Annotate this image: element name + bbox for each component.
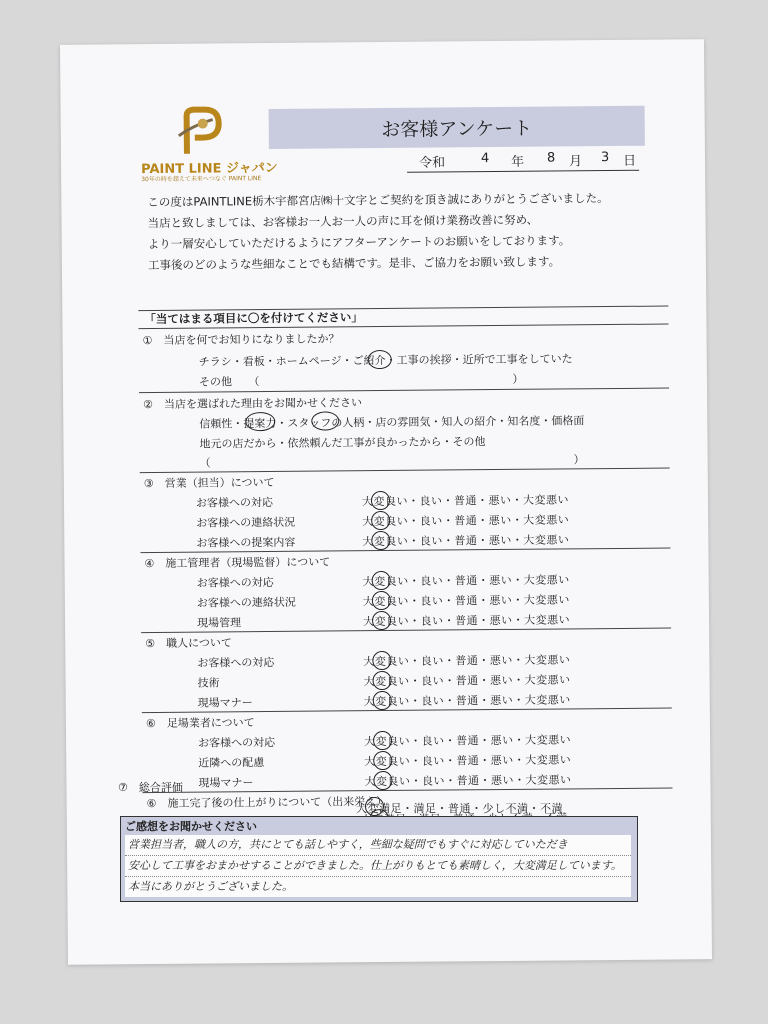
intro-line: 当店と致しましては、お客様お一人お一人の声に耳を傾け業務改善に努め、 xyxy=(147,212,539,231)
rating-scale: 大変良い・良い・普通・悪い・大変悪い xyxy=(363,693,571,709)
answer-circle xyxy=(372,611,391,630)
item-label: 近隣への配慮 xyxy=(198,756,265,770)
date-month: 8 xyxy=(546,150,556,166)
intro-line: この度はPAINTLINE栃木宇都宮店㈱十文字とご契約を頂き誠にありがとうございました。 xyxy=(147,191,609,210)
question-8-title: ⑦ 総合評価 xyxy=(118,781,183,794)
comment-line: 本当にありがとうございました。 xyxy=(128,880,293,893)
rating-scale: 大変良い・良い・普通・悪い・大変悪い xyxy=(362,613,571,629)
answer-circle xyxy=(365,797,384,816)
item-label: お客様への連絡状況 xyxy=(196,515,296,530)
item-label: お客様への対応 xyxy=(197,655,275,670)
question-5-title: ⑤ 職人について xyxy=(145,636,232,651)
answer-circle xyxy=(373,691,392,710)
date-day: 3 xyxy=(600,150,610,166)
comment-box xyxy=(120,816,638,902)
answer-circle xyxy=(373,731,392,750)
item-label: お客様への対応 xyxy=(196,575,274,590)
rating-scale: 大変良い・良い・普通・悪い・大変悪い xyxy=(362,513,570,529)
logo-tagline: 30年の時を超えて未来へつなぐ PAINT LINE xyxy=(141,175,262,184)
rating-scale: 大変良い・良い・普通・悪い・大変悪い xyxy=(361,493,570,509)
question-2-other: （ ） xyxy=(199,453,585,470)
item-label: お客様への対応 xyxy=(198,735,276,750)
answer-circle xyxy=(371,491,390,510)
item-label: 現場管理 xyxy=(196,616,242,630)
answer-circle xyxy=(372,591,391,610)
page-title: お客様アンケート xyxy=(269,106,645,149)
question-3-title: ③ 営業（担当）について xyxy=(143,475,275,491)
answer-circle xyxy=(372,571,391,590)
comment-title: ご感想をお聞かせください xyxy=(125,820,257,833)
rating-scale: 大変良い・良い・普通・悪い・大変悪い xyxy=(364,773,572,789)
question-1-other: その他 （ ） xyxy=(198,372,524,389)
question-1-options: チラシ・看板・ホームページ・ご紹介・工事の挨拶・近所で工事をしていた xyxy=(198,352,573,369)
date-era: 令和 xyxy=(418,155,446,171)
instruction: 「当てはまる項目に〇を付けてください」 xyxy=(144,310,363,327)
date-year: 4 xyxy=(480,151,490,167)
question-1-title: ① 当店を何でお知りになりましたか？ xyxy=(142,332,340,348)
intro-line: より一層安心していただけるようにアフターアンケートのお願いをしております。 xyxy=(147,233,571,252)
rating-scale: 大変良い・良い・普通・悪い・大変悪い xyxy=(362,593,570,609)
question-7-title: ⑥ 施工完了後の仕上がりについて（出来栄え） xyxy=(146,795,388,811)
item-label: 現場マナー xyxy=(198,776,254,790)
question-2-options: 信頼性・提案力・スタッフの人柄・店の雰囲気・知人の紹介・知名度・価格面 xyxy=(199,414,585,431)
comment-area xyxy=(125,835,631,897)
date-year-label: 年 xyxy=(510,154,525,170)
item-label: 技術 xyxy=(197,676,220,690)
rating-scale: 大変良い・良い・普通・悪い・大変悪い xyxy=(363,653,571,669)
question-2-title: ② 当店を選ばれた理由をお聞かせください xyxy=(143,396,363,412)
answer-circle xyxy=(371,531,390,550)
question-4-title: ④ 施工管理者（現場監督）について xyxy=(144,555,331,571)
answer-circle xyxy=(373,751,392,770)
question-6-title: ⑥ 足場業者について xyxy=(145,716,255,731)
rating-scale: 大変良い・良い・普通・悪い・大変悪い xyxy=(363,673,571,689)
rating-scale: 大変良い・良い・普通・悪い・大変悪い xyxy=(362,533,570,549)
answer-circle xyxy=(373,771,392,790)
date-day-label: 日 xyxy=(622,153,637,169)
logo-p-icon xyxy=(173,105,225,155)
item-label: お客様への提案内容 xyxy=(196,535,296,550)
intro-line: 工事後のどのような些細なことでも結構です。是非、ご協力をお願い致します。 xyxy=(147,254,561,273)
rating-scale: 大変良い・良い・普通・悪い・大変悪い xyxy=(362,573,570,589)
question-2-options-2: 地元の店だから・依然頼んだ工事が良かったから・その他 xyxy=(199,435,486,451)
answer-circle xyxy=(372,651,391,670)
rating-scale: 大変良い・良い・普通・悪い・大変悪い xyxy=(364,733,572,749)
intro-text xyxy=(147,188,668,277)
date-line xyxy=(407,148,639,173)
answer-circle xyxy=(368,350,392,369)
item-label: お客様への対応 xyxy=(195,495,274,510)
company-logo xyxy=(129,105,280,184)
comment-line: 営業担当者，職人の方，共にとても話しやすく，些細な疑問でもすぐに対応していただき xyxy=(125,835,631,856)
item-label: お客様への連絡状況 xyxy=(196,595,296,610)
answer-circle xyxy=(371,511,390,530)
date-month-label: 月 xyxy=(568,154,583,170)
satisfaction-scale: 大変満足・満足・普通・少し不満・不満 xyxy=(356,802,563,815)
comment-line: 安心して工事をおまかせすることができました。仕上がりもとても素晴しく，大変満足しています。 xyxy=(125,856,631,877)
rating-scale: 大変良い・良い・普通・悪い・大変悪い xyxy=(364,753,572,769)
item-label: 現場マナー xyxy=(197,696,253,710)
answer-circle xyxy=(372,671,391,690)
logo-name: PAINT LINE ジャパン xyxy=(141,160,278,178)
